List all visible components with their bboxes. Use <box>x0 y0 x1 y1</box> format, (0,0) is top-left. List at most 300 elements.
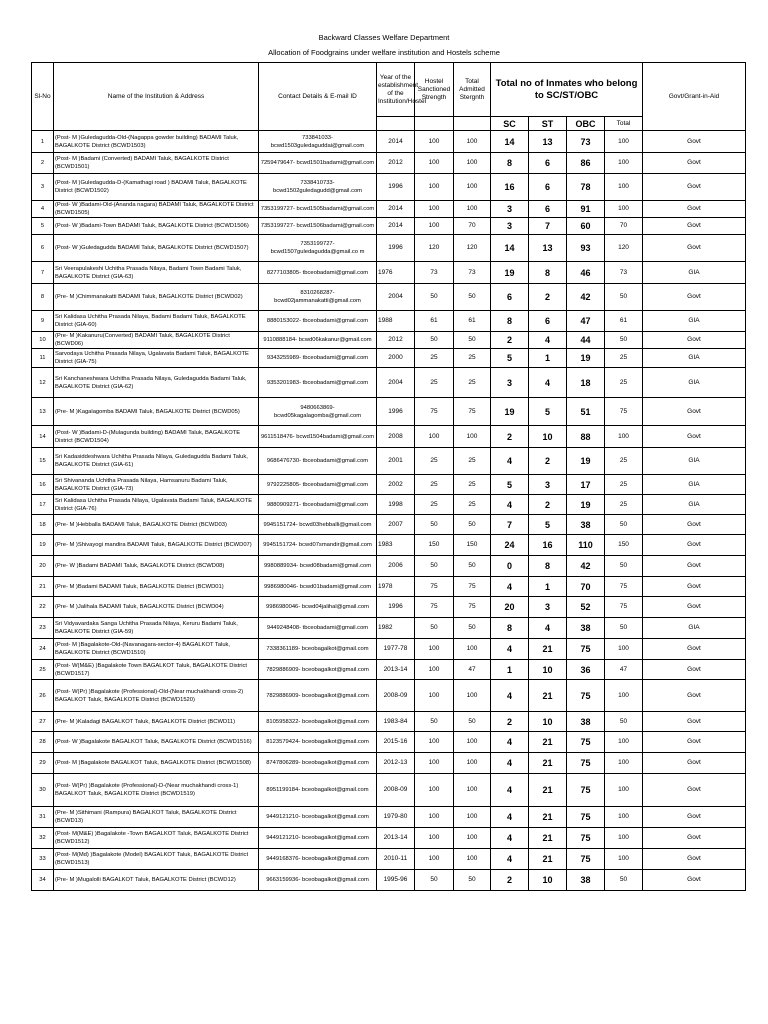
cell-institution-name: Sri Kadasiddeshwara Uchitha Prasada Nilaya, Guledagudda Badami Taluk, BAGALKOTE District (GIA-61) <box>54 448 259 475</box>
cell-sc: 7 <box>491 515 529 535</box>
cell-st: 2 <box>529 495 567 515</box>
cell-admitted: 100 <box>454 174 491 201</box>
cell-sc: 3 <box>491 368 529 398</box>
cell-govt-gia: Govt <box>643 753 746 774</box>
cell-govt-gia: GIA <box>643 448 746 475</box>
cell-obc: 52 <box>567 597 605 618</box>
cell-govt-gia: GIA <box>643 475 746 495</box>
cell-admitted: 100 <box>454 732 491 753</box>
cell-govt-gia: Govt <box>643 201 746 218</box>
cell-admitted: 50 <box>454 556 491 577</box>
cell-total: 70 <box>605 218 643 235</box>
cell-contact: 8951199184- bceobagalkot@gmail.com <box>259 774 377 807</box>
cell-st: 4 <box>529 618 567 639</box>
cell-sc: 19 <box>491 262 529 284</box>
cell-total: 25 <box>605 495 643 515</box>
cell-slno: 3 <box>32 174 54 201</box>
cell-st: 7 <box>529 218 567 235</box>
cell-obc: 75 <box>567 828 605 849</box>
cell-admitted: 75 <box>454 597 491 618</box>
cell-contact: 9880909271- tbceobadami@gmail.com <box>259 495 377 515</box>
table-row <box>32 597 746 618</box>
cell-year: 2007 <box>377 515 415 535</box>
cell-govt-gia: Govt <box>643 535 746 556</box>
cell-admitted: 47 <box>454 660 491 680</box>
cell-total: 100 <box>605 849 643 870</box>
cell-obc: 93 <box>567 235 605 262</box>
cell-admitted: 100 <box>454 131 491 153</box>
cell-st: 13 <box>529 235 567 262</box>
cell-govt-gia: Govt <box>643 515 746 535</box>
cell-slno: 30 <box>32 774 54 807</box>
table-row <box>32 398 746 426</box>
cell-slno: 31 <box>32 807 54 828</box>
cell-year: 2013-14 <box>377 660 415 680</box>
cell-total: 25 <box>605 475 643 495</box>
cell-sanctioned: 150 <box>415 535 454 556</box>
cell-year: 1982 <box>377 618 415 639</box>
cell-total: 50 <box>605 515 643 535</box>
cell-st: 10 <box>529 426 567 448</box>
table-row <box>32 774 746 807</box>
cell-total: 50 <box>605 618 643 639</box>
cell-total: 150 <box>605 535 643 556</box>
header-row <box>32 63 746 117</box>
cell-obc: 75 <box>567 774 605 807</box>
cell-st: 8 <box>529 262 567 284</box>
cell-contact: 9663159936- bceobagalkot@gmail.com <box>259 870 377 891</box>
cell-sc: 4 <box>491 807 529 828</box>
cell-institution-name: (Post- W(Pr) )Bagalakote (Professional)-D-(Near muchakhandi cross-1) BAGALKOT Taluk, BAGALKOTE District (BCWD1519) <box>54 774 259 807</box>
cell-govt-gia: Govt <box>643 732 746 753</box>
cell-sc: 14 <box>491 235 529 262</box>
cell-admitted: 50 <box>454 712 491 732</box>
cell-contact: 9980889934- bcwd08badami@gmail.com <box>259 556 377 577</box>
cell-admitted: 70 <box>454 218 491 235</box>
cell-govt-gia: Govt <box>643 639 746 660</box>
table-row <box>32 639 746 660</box>
table-row <box>32 515 746 535</box>
cell-sc: 4 <box>491 577 529 597</box>
cell-institution-name: (Post- W )Badami-Town BADAMI Taluk, BAGALKOTE District (BCWD1506) <box>54 218 259 235</box>
cell-institution-name: (Pre- M )Kagalagomba BADAMI Taluk, BAGALKOTE District (BCWD05) <box>54 398 259 426</box>
cell-slno: 23 <box>32 618 54 639</box>
cell-institution-name: Sri Kalidasa Uchitha Prasada Nilaya, Badami Badami Taluk, BAGALKOTE District (GIA-60) <box>54 311 259 332</box>
cell-st: 6 <box>529 311 567 332</box>
cell-sc: 20 <box>491 597 529 618</box>
cell-st: 21 <box>529 774 567 807</box>
cell-obc: 38 <box>567 618 605 639</box>
cell-year: 1998 <box>377 495 415 515</box>
cell-total: 120 <box>605 235 643 262</box>
header-inmates: Total no of Inmates who belong to SC/ST/OBC <box>491 63 643 117</box>
cell-slno: 16 <box>32 475 54 495</box>
cell-institution-name: (Pre- M )Shivayogi mandira BADAMI Taluk, BAGALKOTE District (BCWD07) <box>54 535 259 556</box>
table-row <box>32 807 746 828</box>
cell-st: 21 <box>529 680 567 712</box>
cell-slno: 11 <box>32 349 54 368</box>
cell-st: 6 <box>529 153 567 174</box>
header-st: ST <box>529 117 567 131</box>
cell-govt-gia: GIA <box>643 368 746 398</box>
cell-st: 6 <box>529 201 567 218</box>
cell-admitted: 25 <box>454 475 491 495</box>
cell-admitted: 50 <box>454 618 491 639</box>
cell-institution-name: (Post- M )Badami (Converted) BADAMI Taluk, BAGALKOTE District (BCWD1501) <box>54 153 259 174</box>
table-row <box>32 284 746 311</box>
cell-govt-gia: Govt <box>643 398 746 426</box>
cell-institution-name: (Post- M(M&E) )Bagalakote -Town BAGALKOT Taluk, BAGALKOTE District (BCWD1512) <box>54 828 259 849</box>
table-row <box>32 535 746 556</box>
cell-total: 75 <box>605 398 643 426</box>
cell-st: 1 <box>529 349 567 368</box>
cell-sanctioned: 100 <box>415 849 454 870</box>
cell-institution-name: (Pre- M )Kaladagi BAGALKOT Taluk, BAGALKOTE District (BCWD11) <box>54 712 259 732</box>
cell-institution-name: (Post- W )Badami-Old-(Ananda nagara) BADAMI Taluk, BAGALKOTE District (BCWD1505) <box>54 201 259 218</box>
cell-govt-gia: Govt <box>643 774 746 807</box>
cell-admitted: 100 <box>454 807 491 828</box>
cell-year: 1996 <box>377 235 415 262</box>
cell-slno: 26 <box>32 680 54 712</box>
cell-year: 2000 <box>377 349 415 368</box>
cell-st: 3 <box>529 475 567 495</box>
cell-total: 73 <box>605 262 643 284</box>
cell-slno: 2 <box>32 153 54 174</box>
cell-admitted: 100 <box>454 426 491 448</box>
cell-sanctioned: 100 <box>415 639 454 660</box>
cell-sanctioned: 100 <box>415 174 454 201</box>
cell-institution-name: Sarvodaya Uchitha Prasada Nilaya, Ugalavata Badami Taluk, BAGALKOTE District (GIA-75) <box>54 349 259 368</box>
cell-obc: 46 <box>567 262 605 284</box>
cell-sanctioned: 50 <box>415 284 454 311</box>
cell-year: 1996 <box>377 398 415 426</box>
table-row <box>32 131 746 153</box>
cell-st: 4 <box>529 332 567 349</box>
cell-institution-name: (Post- W )Badami-D-(Mulagunda building) BADAMI Taluk, BAGALKOTE District (BCWD1504) <box>54 426 259 448</box>
cell-institution-name: (Post- M )Bagalakote-Old-(Navanagara-sector-4) BAGALKOT Taluk, BAGALKOTE District (BCWD1510) <box>54 639 259 660</box>
cell-contact: 733841033- bcwd1503guledaguddai@gmail.com <box>259 131 377 153</box>
cell-slno: 9 <box>32 311 54 332</box>
cell-contact: 8747806289- bceobagalkot@gmail.com <box>259 753 377 774</box>
cell-total: 25 <box>605 368 643 398</box>
cell-obc: 19 <box>567 448 605 475</box>
cell-obc: 42 <box>567 556 605 577</box>
cell-sanctioned: 50 <box>415 556 454 577</box>
cell-contact: 9449121210- bceobagalkot@gmail.com <box>259 807 377 828</box>
cell-obc: 75 <box>567 753 605 774</box>
subheader-blank-sanctioned <box>415 117 454 131</box>
cell-govt-gia: Govt <box>643 680 746 712</box>
cell-obc: 75 <box>567 639 605 660</box>
cell-contact: 9986980046- bcwd01badami@gmail.com <box>259 577 377 597</box>
cell-contact: 8277103805- tbceobadami@gmail.com <box>259 262 377 284</box>
cell-govt-gia: Govt <box>643 174 746 201</box>
cell-year: 2008-09 <box>377 774 415 807</box>
cell-total: 100 <box>605 774 643 807</box>
cell-st: 2 <box>529 284 567 311</box>
cell-total: 75 <box>605 577 643 597</box>
cell-contact: 9611518476- bcwd1504badami@gmail.com <box>259 426 377 448</box>
cell-institution-name: Sri Kanchaneshwara Uchitha Prasada Nilaya, Guledagudda Badami Taluk, BAGALKOTE District (GIA-62) <box>54 368 259 398</box>
cell-sc: 4 <box>491 753 529 774</box>
cell-sc: 4 <box>491 639 529 660</box>
cell-year: 2015-16 <box>377 732 415 753</box>
cell-contact: 9686476730- tbceobadami@gmail.com <box>259 448 377 475</box>
cell-year: 2012-13 <box>377 753 415 774</box>
cell-slno: 8 <box>32 284 54 311</box>
cell-obc: 78 <box>567 174 605 201</box>
cell-admitted: 75 <box>454 398 491 426</box>
cell-st: 8 <box>529 556 567 577</box>
cell-year: 2012 <box>377 153 415 174</box>
cell-sanctioned: 100 <box>415 153 454 174</box>
cell-total: 25 <box>605 448 643 475</box>
cell-total: 100 <box>605 753 643 774</box>
cell-institution-name: (Post- M )Bagalakote BAGALKOT Taluk, BAGALKOTE District (BCWD1508) <box>54 753 259 774</box>
cell-year: 1988 <box>377 311 415 332</box>
cell-obc: 75 <box>567 732 605 753</box>
table-row <box>32 618 746 639</box>
cell-sc: 16 <box>491 174 529 201</box>
cell-contact: 9986980046- bcwd04jalihal@gmail.com <box>259 597 377 618</box>
cell-year: 1976 <box>377 262 415 284</box>
cell-contact: 9343255989- tbceobadami@gmail.com <box>259 349 377 368</box>
cell-slno: 14 <box>32 426 54 448</box>
cell-institution-name: (Pre- M )Chimmanakatti BADAMI Taluk, BAGALKOTE District (BCWD02) <box>54 284 259 311</box>
cell-institution-name: (Pre- W )Badami BADAMI Taluk, BAGALKOTE District (BCWD08) <box>54 556 259 577</box>
cell-sanctioned: 73 <box>415 262 454 284</box>
cell-year: 1996 <box>377 597 415 618</box>
table-row <box>32 712 746 732</box>
cell-sanctioned: 75 <box>415 597 454 618</box>
cell-slno: 10 <box>32 332 54 349</box>
cell-sc: 5 <box>491 475 529 495</box>
header-slno: Sl-No <box>32 63 54 131</box>
cell-total: 100 <box>605 680 643 712</box>
cell-sanctioned: 25 <box>415 475 454 495</box>
cell-sanctioned: 25 <box>415 448 454 475</box>
cell-institution-name: (Post- W )Guledagudda BADAMI Taluk, BAGALKOTE District (BCWD1507) <box>54 235 259 262</box>
cell-contact: 9792225805- tbceobadami@gmail.com <box>259 475 377 495</box>
cell-obc: 75 <box>567 680 605 712</box>
cell-sc: 2 <box>491 426 529 448</box>
cell-obc: 88 <box>567 426 605 448</box>
cell-sanctioned: 50 <box>415 515 454 535</box>
cell-sanctioned: 75 <box>415 577 454 597</box>
cell-obc: 75 <box>567 807 605 828</box>
cell-govt-gia: Govt <box>643 235 746 262</box>
header-total: Total <box>605 117 643 131</box>
cell-obc: 73 <box>567 131 605 153</box>
cell-govt-gia: GIA <box>643 311 746 332</box>
table-row <box>32 153 746 174</box>
cell-year: 2014 <box>377 218 415 235</box>
cell-institution-name: (Pre- M )Sithimani (Rampura) BAGALKOT Taluk, BAGALKOTE District (BCWD13) <box>54 807 259 828</box>
cell-institution-name: (Pre- M )Kakanuru(Converted) BADAMI Taluk, BAGALKOTE District (BCWD06) <box>54 332 259 349</box>
cell-govt-gia: Govt <box>643 332 746 349</box>
table-row <box>32 349 746 368</box>
cell-govt-gia: Govt <box>643 828 746 849</box>
cell-sanctioned: 100 <box>415 660 454 680</box>
cell-slno: 25 <box>32 660 54 680</box>
cell-total: 50 <box>605 712 643 732</box>
cell-admitted: 100 <box>454 201 491 218</box>
header-year: Year of the establishment of the Institution/Hostel <box>377 63 415 117</box>
cell-st: 21 <box>529 807 567 828</box>
cell-year: 2010-11 <box>377 849 415 870</box>
cell-year: 2006 <box>377 556 415 577</box>
cell-total: 61 <box>605 311 643 332</box>
cell-govt-gia: GIA <box>643 495 746 515</box>
cell-govt-gia: Govt <box>643 712 746 732</box>
cell-slno: 19 <box>32 535 54 556</box>
cell-sc: 3 <box>491 218 529 235</box>
table-row <box>32 577 746 597</box>
cell-total: 100 <box>605 153 643 174</box>
cell-institution-name: (Pre- M )Mugalolli BAGALKOT Taluk, BAGALKOTE District (BCWD12) <box>54 870 259 891</box>
cell-st: 10 <box>529 712 567 732</box>
cell-contact: 7259479647- bcwd1501badami@gmail.com <box>259 153 377 174</box>
table-row <box>32 332 746 349</box>
cell-govt-gia: Govt <box>643 218 746 235</box>
cell-govt-gia: Govt <box>643 131 746 153</box>
cell-slno: 4 <box>32 201 54 218</box>
cell-contact: 9945151724- bcwd07smandir@gmail.com <box>259 535 377 556</box>
cell-sanctioned: 50 <box>415 618 454 639</box>
cell-year: 2012 <box>377 332 415 349</box>
cell-year: 1996 <box>377 174 415 201</box>
cell-sanctioned: 75 <box>415 398 454 426</box>
cell-sc: 4 <box>491 495 529 515</box>
cell-year: 2014 <box>377 131 415 153</box>
cell-slno: 5 <box>32 218 54 235</box>
cell-st: 16 <box>529 535 567 556</box>
cell-sc: 2 <box>491 870 529 891</box>
cell-obc: 17 <box>567 475 605 495</box>
cell-institution-name: (Post- M(Md) )Bagalakote (Model) BAGALKOT Taluk, BAGALKOTE District (BCWD1513) <box>54 849 259 870</box>
cell-govt-gia: Govt <box>643 807 746 828</box>
cell-institution-name: (Pre- M )Hebballa BADAMI Taluk, BAGALKOTE District (BCWD03) <box>54 515 259 535</box>
table-row <box>32 201 746 218</box>
cell-obc: 19 <box>567 495 605 515</box>
header-govt: Govt/Grant-in-Aid <box>643 63 746 131</box>
cell-slno: 15 <box>32 448 54 475</box>
cell-admitted: 100 <box>454 639 491 660</box>
cell-sc: 5 <box>491 349 529 368</box>
cell-institution-name: Sri Veerapulakeshi Uchitha Prasada Nilaya, Badami Town Badami Taluk, BAGALKOTE District (GIA-63) <box>54 262 259 284</box>
cell-slno: 1 <box>32 131 54 153</box>
cell-sc: 2 <box>491 712 529 732</box>
cell-obc: 38 <box>567 870 605 891</box>
cell-sanctioned: 50 <box>415 870 454 891</box>
cell-contact: 7829886909- bceobagalkot@gmail.com <box>259 660 377 680</box>
cell-total: 25 <box>605 349 643 368</box>
cell-total: 100 <box>605 174 643 201</box>
cell-year: 2008-09 <box>377 680 415 712</box>
cell-obc: 19 <box>567 349 605 368</box>
header-admitted: Total Admitted Stergnth <box>454 63 491 117</box>
cell-institution-name: (Post- M )Guledagudda-D-(Kamathagi road ) BADAMI Taluk, BAGALKOTE District (BCWD1502) <box>54 174 259 201</box>
cell-total: 100 <box>605 131 643 153</box>
cell-obc: 44 <box>567 332 605 349</box>
table-row <box>32 495 746 515</box>
cell-govt-gia: GIA <box>643 349 746 368</box>
cell-st: 21 <box>529 753 567 774</box>
cell-contact: 8310268287- bcwd02jammanakatti@gmail.com <box>259 284 377 311</box>
cell-govt-gia: Govt <box>643 597 746 618</box>
cell-slno: 22 <box>32 597 54 618</box>
cell-contact: 7353199727- bcwd1505badami@gmail.com <box>259 201 377 218</box>
cell-govt-gia: Govt <box>643 870 746 891</box>
cell-admitted: 25 <box>454 495 491 515</box>
cell-sanctioned: 100 <box>415 218 454 235</box>
table-row <box>32 448 746 475</box>
cell-obc: 51 <box>567 398 605 426</box>
cell-slno: 18 <box>32 515 54 535</box>
cell-institution-name: Sri Vidyavardaka Sanga Uchitha Prasada Nilaya, Keruru Badami Taluk, BAGALKOTE District (GIA-59) <box>54 618 259 639</box>
cell-sanctioned: 100 <box>415 680 454 712</box>
table-row <box>32 732 746 753</box>
cell-slno: 17 <box>32 495 54 515</box>
cell-institution-name: Sri Shivananda Uchitha Prasada Nilaya, Hamsanuru Badami Taluk, BAGALKOTE District (GIA-73) <box>54 475 259 495</box>
cell-admitted: 50 <box>454 515 491 535</box>
cell-sc: 4 <box>491 448 529 475</box>
department-title: Backward Classes Welfare Department <box>318 33 450 42</box>
cell-slno: 32 <box>32 828 54 849</box>
cell-admitted: 100 <box>454 774 491 807</box>
cell-slno: 6 <box>32 235 54 262</box>
cell-admitted: 100 <box>454 153 491 174</box>
table-row <box>32 311 746 332</box>
cell-sanctioned: 100 <box>415 753 454 774</box>
cell-admitted: 100 <box>454 828 491 849</box>
cell-obc: 38 <box>567 515 605 535</box>
cell-contact: 9945151724- bcwd03hebballi@gmail.com <box>259 515 377 535</box>
cell-admitted: 100 <box>454 680 491 712</box>
cell-sanctioned: 100 <box>415 131 454 153</box>
header-name: Name of the Institution & Address <box>54 63 259 131</box>
cell-sc: 3 <box>491 201 529 218</box>
cell-sc: 4 <box>491 828 529 849</box>
cell-st: 5 <box>529 398 567 426</box>
cell-obc: 18 <box>567 368 605 398</box>
table-row <box>32 849 746 870</box>
header-sc: SC <box>491 117 529 131</box>
cell-contact: 7338361189- bceobagalkot@gmail.com <box>259 639 377 660</box>
cell-contact: 7829886909- bceobagalkot@gmail.com <box>259 680 377 712</box>
cell-obc: 47 <box>567 311 605 332</box>
cell-admitted: 50 <box>454 332 491 349</box>
cell-contact: 8880153022- tbceobadami@gmail.com <box>259 311 377 332</box>
cell-st: 10 <box>529 660 567 680</box>
cell-admitted: 120 <box>454 235 491 262</box>
cell-institution-name: (Pre- M )Badami BADAMI Taluk, BAGALKOTE District (BCWD01) <box>54 577 259 597</box>
cell-sanctioned: 25 <box>415 368 454 398</box>
cell-year: 2004 <box>377 368 415 398</box>
cell-year: 1979-80 <box>377 807 415 828</box>
cell-govt-gia: GIA <box>643 618 746 639</box>
cell-year: 1978 <box>377 577 415 597</box>
table-row <box>32 828 746 849</box>
table-row <box>32 556 746 577</box>
cell-sc: 4 <box>491 774 529 807</box>
cell-st: 2 <box>529 448 567 475</box>
cell-sanctioned: 120 <box>415 235 454 262</box>
table-row <box>32 262 746 284</box>
cell-contact: 8105958322- bceobagalkot@gmail.com <box>259 712 377 732</box>
cell-sanctioned: 100 <box>415 828 454 849</box>
cell-obc: 91 <box>567 201 605 218</box>
